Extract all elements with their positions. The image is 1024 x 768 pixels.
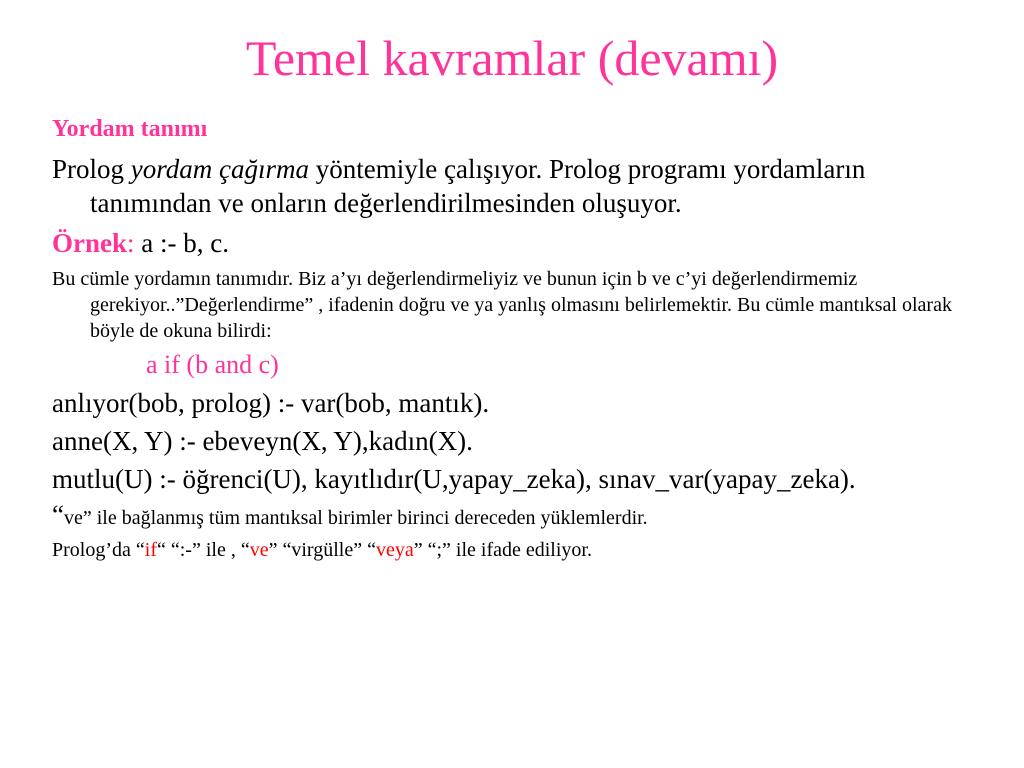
paragraph-operators	[52, 537, 972, 563]
rule-line: anne(X, Y) :- ebeveyn(X, Y),kadın(X).	[52, 426, 473, 456]
logic-expression: a if (b and c)	[146, 350, 279, 379]
example-label: Örnek	[52, 228, 128, 258]
example-colon: :	[127, 228, 135, 258]
operators-text-2: “ “:-” ile , “	[156, 539, 250, 561]
section-heading: Yordam tanımı	[52, 116, 208, 142]
paragraph-conjunction	[52, 502, 972, 531]
paragraph-prolog-intro	[52, 152, 972, 220]
example-line	[52, 226, 972, 260]
keyword-if: if	[144, 539, 157, 561]
slide-title: Temel kavramlar (devamı)	[245, 30, 779, 86]
keyword-ve: ve	[249, 539, 269, 561]
intro-text-c: yöntemiyle çalışıyor. Prolog programı yordamların tanımından ve onların değerlendirilmesinden oluşuyor.	[90, 154, 866, 218]
rule-line: mutlu(U) :- öğrenci(U), kayıtlıdır(U,yapay_zeka), sınav_var(yapay_zeka).	[52, 464, 856, 494]
intro-italic-term: yordam çağırma	[130, 154, 309, 184]
rule-line: anlıyor(bob, prolog) :- var(bob, mantık).	[52, 388, 490, 418]
slide-body	[52, 114, 972, 563]
example-rule: a :- b, c.	[134, 228, 229, 258]
keyword-veya: veya	[375, 539, 414, 561]
intro-text-a: Prolog	[52, 154, 131, 184]
operators-text-1: Prolog’da “	[52, 539, 145, 561]
operators-text-4: ” “;” ile ifade ediliyor.	[413, 539, 592, 561]
conjunction-text: ve” ile bağlanmış tüm mantıksal birimler birinci dereceden yüklemlerdir.	[63, 507, 648, 529]
operators-text-3: ” “virgülle” “	[268, 539, 376, 561]
open-quote: “	[52, 500, 64, 530]
paragraph-explanation: Bu cümle yordamın tanımıdır. Biz a’yı değerlendirmeliyiz ve bunun için b ve c’yi değerlendirmemiz gerekiyor..”Değerlendirme” , ifadenin doğru ve ya yanlış olmasını belirlemektir. Bu cümle mantıksal olarak böyle de okuna bilirdi:	[52, 268, 952, 342]
